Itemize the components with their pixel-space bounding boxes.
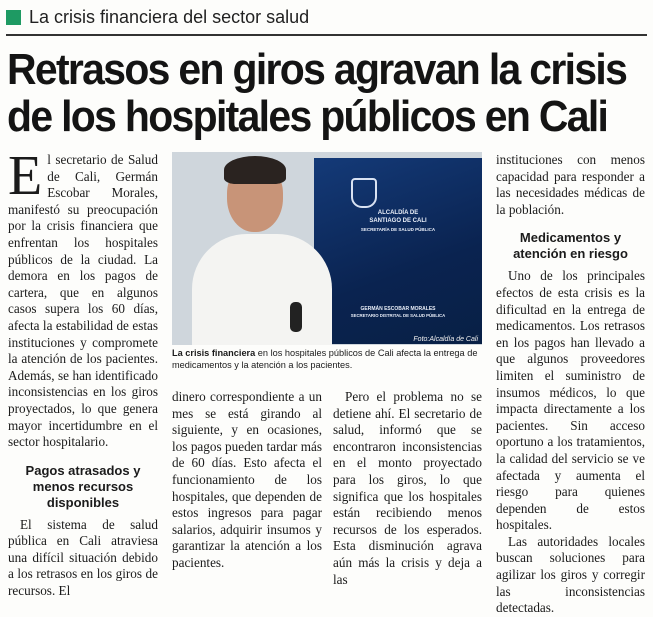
- speaker-body: [192, 234, 332, 345]
- city-crest-icon: [351, 178, 377, 208]
- article-photo: [172, 152, 482, 345]
- col3-paragraph-1: Pero el problema no se detiene ahí. El secretario de salud, informó que se encontraron inconsistencias en el monto proyectado para los giros, lo que significa que los hospitales están recibiendo menos recursos de los esperados. Esta disminución agrava aún más la crisis y deja a las: [333, 389, 482, 587]
- column-4: [496, 152, 645, 617]
- col4-paragraph-1: instituciones con menos capacidad para responder a las necesidades médicas de la población.: [496, 152, 645, 217]
- column-3: [333, 389, 482, 588]
- col4-subhead: Medicamentos y atención en riesgo: [513, 230, 628, 262]
- headline-line-2: de los hospitales públicos en Cali: [7, 92, 608, 141]
- col4-paragraph-2: Uno de los principales efectos de esta crisis es la dificultad en la entrega de medicamentos. Los retrasos en los pagos han llevado a que algunos proveedores limiten el suministro de insumos médicos, lo que impacta directamente a los pacientes. Sin acceso oportuno a los tratamientos, la calidad del servicio se ve afectada y aumenta el riesgo para quienes dependen de estos hospitales.: [496, 268, 645, 533]
- microphone-icon: [290, 302, 302, 332]
- col1-subhead: Pagos atrasados y menos recursos disponibles: [25, 462, 141, 510]
- drop-cap: E: [8, 145, 43, 207]
- col1-paragraph-1: El secretario de Salud de Cali, Germán Escobar Morales, manifestó su preocupación por la crisis financiera que enfrentan los hospitales públicos de la ciudad. La demora en los pagos de cartera, que en algunos casos supera los 60 días, afecta la estabilidad de estas instituciones y compromete la atención de los pacientes. Además, se han identificado inconsistencias en los giros proyectados, lo que genera mayor incertidumbre en el sector hospitalario.: [8, 145, 158, 450]
- col1-paragraph-2: El sistema de salud pública en Cali atraviesa una difícil situación debido a los retrasos en los giros de recursos. El: [8, 516, 158, 599]
- section-title: La crisis financiera del sector salud: [29, 6, 310, 27]
- photo-credit: Foto:Alcaldía de Cali: [413, 336, 478, 343]
- projection-screen: ALCALDÍA DE SANTIAGO DE CALI SECRETARÍA DE SALUD PÚBLICA GERMÁN ESCOBAR MORALES SECRETARIO DISTRITAL DE SALUD PÚBLICA: [314, 158, 482, 344]
- photo-caption: [172, 347, 482, 371]
- col2-paragraph-1: dinero correspondiente a un mes se está girando al siguiente, y en ocasiones, los pagos pueden tardar más de 60 días. Esto afecta el funcionamiento de los hospitales, que dependen de estos ingresos para pagar salarios, adquirir insumos y garantizar la atención a los pacientes.: [172, 389, 322, 570]
- caption-text: en los hospitales públicos de Cali afecta la entrega de medicamentos y la atención a los pacientes.: [172, 348, 478, 370]
- section-header: [6, 5, 309, 29]
- headline: [7, 45, 627, 141]
- speaker-hair: [224, 156, 286, 184]
- section-marker-square: [6, 10, 21, 25]
- caption-lead: La crisis financiera: [172, 348, 256, 358]
- header-rule: [6, 34, 647, 36]
- headline-line-1: Retrasos en giros agravan la crisis: [7, 45, 627, 94]
- col4-paragraph-3: Las autoridades locales buscan soluciones para agilizar los giros y corregir las inconsistencias detectadas.: [496, 533, 645, 616]
- column-2: [172, 389, 322, 572]
- column-1: [8, 145, 158, 600]
